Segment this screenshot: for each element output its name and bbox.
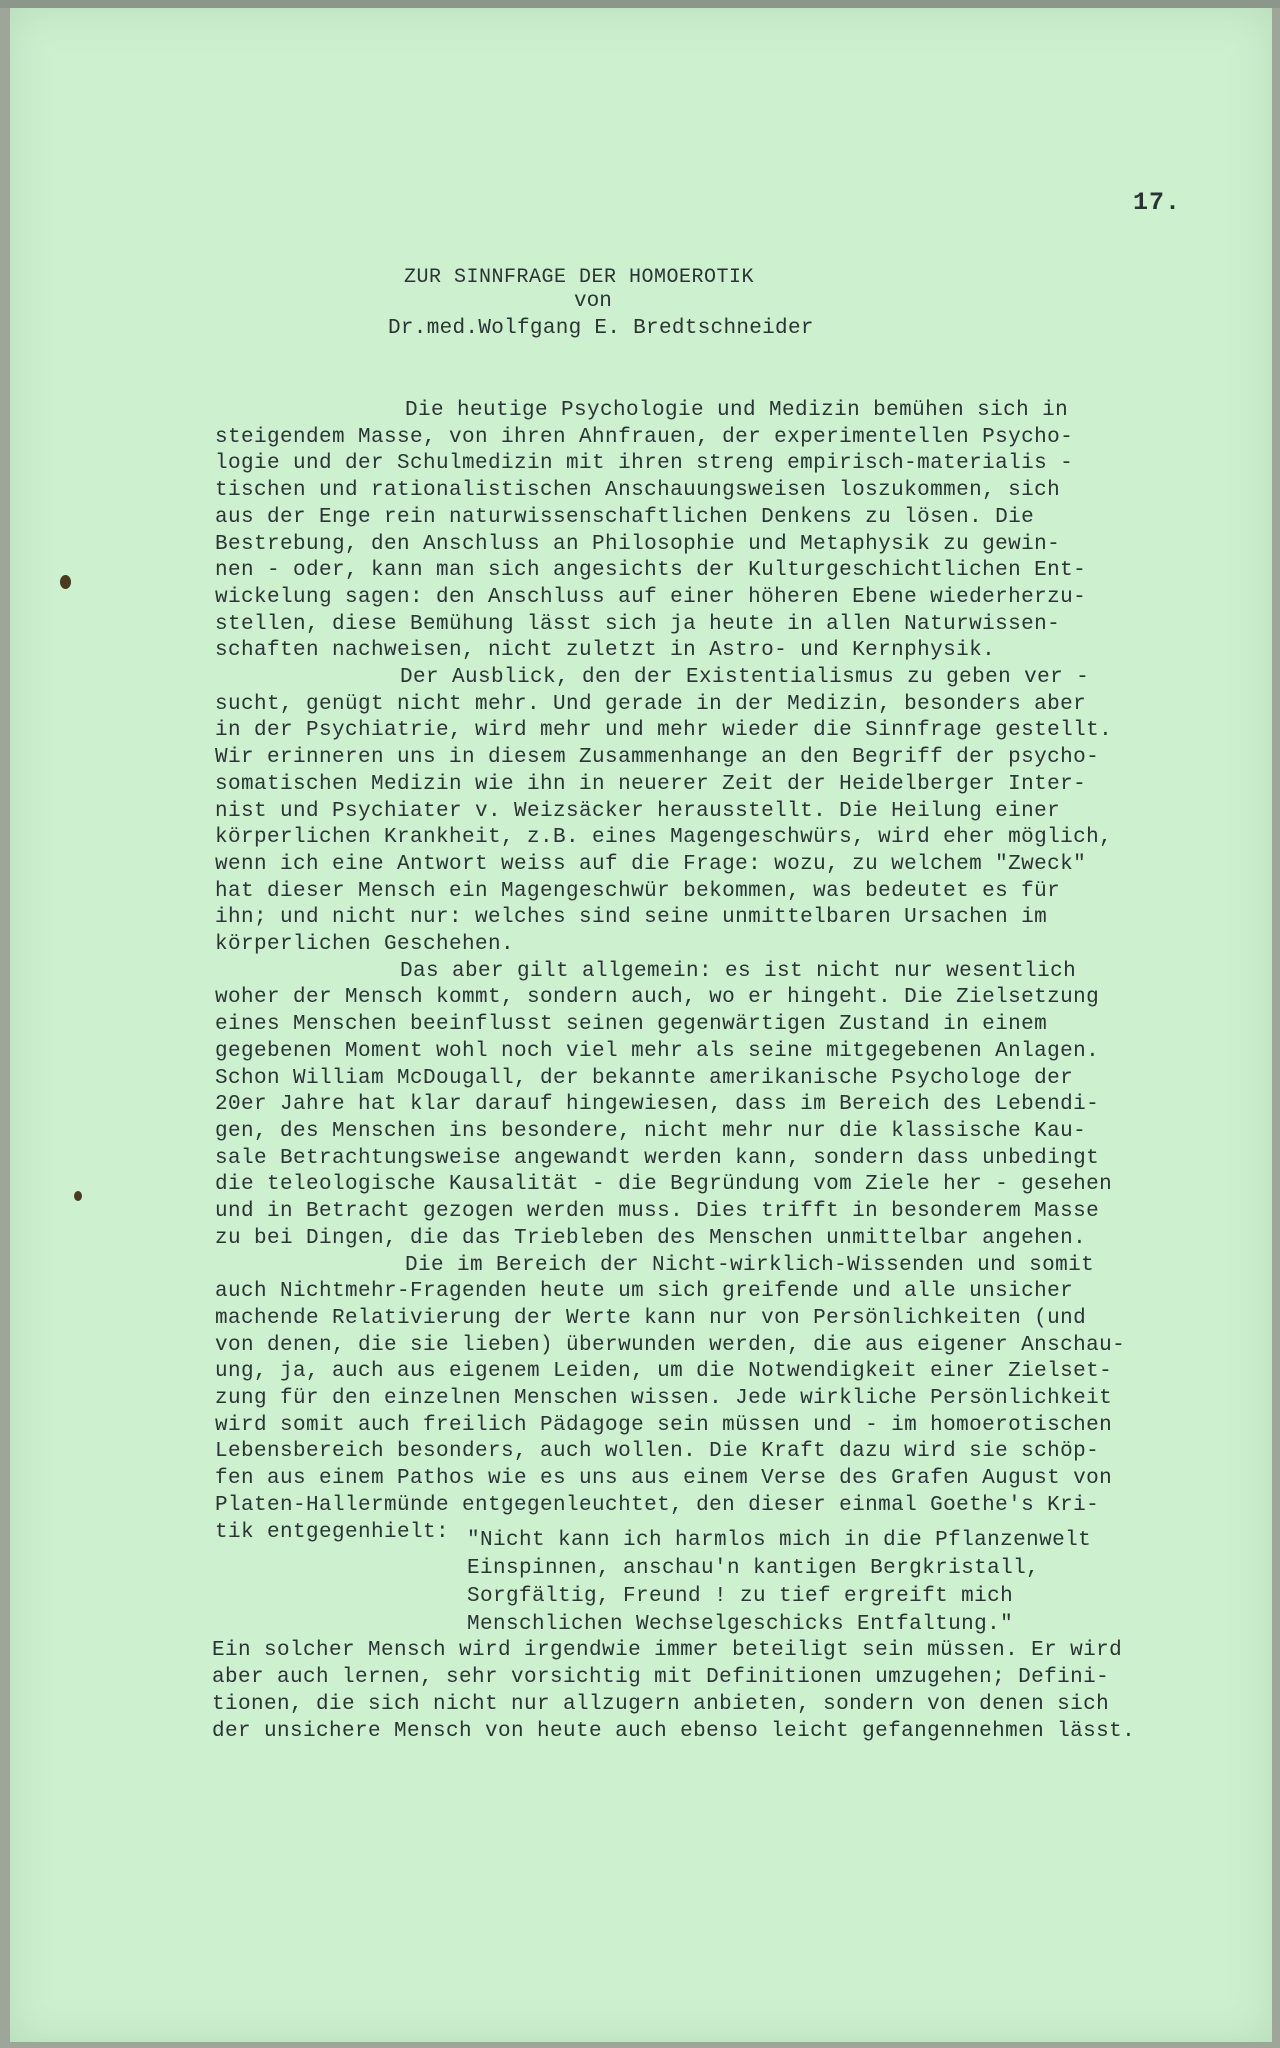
text-line: in der Psychiatrie, wird mehr und mehr wieder die Sinnfrage gestellt. (215, 719, 1113, 743)
text-line: körperlichen Krankheit, z.B. eines Magengeschwürs, wird eher möglich, (215, 826, 1113, 850)
text-line: steigendem Masse, von ihren Ahnfrauen, der experimentellen Psycho- (215, 425, 1074, 449)
text-line: wenn ich eine Antwort weiss auf die Frage: wozu, zu welchem "Zweck" (215, 852, 1087, 876)
text-line: sale Betrachtungsweise angewandt werden kann, sondern dass unbedingt (215, 1146, 1100, 1170)
text-line: fen aus einem Pathos wie es uns aus einem Verse des Grafen August von (215, 1467, 1113, 1491)
scanner-frame-edge (0, 0, 1280, 8)
text-line: Das aber gilt allgemein: es ist nicht nur wesentlich (400, 959, 1077, 983)
text-line: stellen, diese Bemühung lässt sich ja heute in allen Naturwissen- (215, 612, 1061, 636)
quote-line: Einspinnen, anschau'n kantigen Bergkristall, (467, 1557, 1040, 1580)
text-line: eines Menschen beeinflusst seinen gegenwärtigen Zustand in einem (215, 1013, 1048, 1037)
text-line: der unsichere Mensch von heute auch ebenso leicht gefangennehmen lässt. (212, 1720, 1136, 1743)
body-text (215, 398, 1175, 1546)
text-line: Lebensbereich besonders, auch wollen. Die Kraft dazu wird sie schöp- (215, 1440, 1100, 1464)
text-line: Schon William McDougall, der bekannte amerikanische Psychologe der (215, 1066, 1074, 1090)
text-line: gegebenen Moment wohl noch viel mehr als seine mitgegebenen Anlagen. (215, 1039, 1100, 1063)
text-line: Ein solcher Mensch wird irgendwie immer beteiligt sein müssen. Er wird (212, 1639, 1123, 1662)
text-line: ung, ja, auch aus eigenem Leiden, um die Notwendigkeit einer Zielset- (215, 1360, 1113, 1384)
article-title: ZUR SINNFRAGE DER HOMOEROTIK (404, 266, 755, 289)
quote-line: Menschlichen Wechselgeschicks Entfaltung." (467, 1613, 1014, 1636)
article-byline-von: von (574, 290, 612, 313)
text-line: aus der Enge rein naturwissenschaftlichen Denkens zu lösen. Die (215, 505, 1035, 529)
text-line: tik entgegenhielt: (215, 1520, 450, 1544)
text-line: Platen-Hallermünde entgegenleuchtet, den dieser einmal Goethe's Kri- (215, 1493, 1100, 1517)
text-line: zung für den einzelnen Menschen wissen. Jede wirkliche Persönlichkeit (215, 1387, 1113, 1411)
text-line: machende Relativierung der Werte kann nur von Persönlichkeiten (und (215, 1306, 1087, 1330)
text-line: tischen und rationalistischen Anschauungsweisen loszukommen, sich (215, 479, 1061, 503)
poem-quote (467, 1527, 1091, 1639)
text-line: woher der Mensch kommt, sondern auch, wo er hingeht. Die Zielsetzung (215, 986, 1100, 1010)
text-line: nist und Psychiater v. Weizsäcker herausstellt. Die Heilung einer (215, 799, 1061, 823)
text-line: gen, des Menschen ins besondere, nicht mehr nur die klassische Kau- (215, 1119, 1087, 1143)
text-line: wickelung sagen: den Anschluss auf einer höheren Ebene wiederherzu- (215, 585, 1087, 609)
text-line: schaften nachweisen, nicht zuletzt in Astro- und Kernphysik. (215, 639, 996, 663)
text-line: die teleologische Kausalität - die Begründung vom Ziele her - gesehen (215, 1173, 1113, 1197)
text-line: auch Nichtmehr-Fragenden heute um sich greifende und alle unsicher (215, 1280, 1074, 1304)
ink-spot (60, 575, 71, 589)
text-line: nen - oder, kann man sich angesichts der Kulturgeschichtlichen Ent- (215, 559, 1087, 583)
quote-line: Sorgfältig, Freund ! zu tief ergreift mich (467, 1585, 1014, 1608)
text-line: ihn; und nicht nur: welches sind seine unmittelbaren Ursachen im (215, 906, 1048, 930)
article-author: Dr.med.Wolfgang E. Bredtschneider (388, 317, 814, 340)
text-line: von denen, die sie lieben) überwunden werden, die aus eigener Anschau- (215, 1333, 1126, 1357)
text-line: Wir erinneren uns in diesem Zusammenhange an den Begriff der psycho- (215, 746, 1100, 770)
text-line: Bestrebung, den Anschluss an Philosophie und Metaphysik zu gewin- (215, 532, 1061, 556)
text-line: und in Betracht gezogen werden muss. Dies trifft in besonderem Masse (215, 1200, 1100, 1224)
text-line: aber auch lernen, sehr vorsichtig mit Definitionen umzugehen; Defini- (212, 1666, 1110, 1689)
text-line: Die heutige Psychologie und Medizin bemühen sich in (405, 399, 1069, 422)
text-line: hat dieser Mensch ein Magengeschwür bekommen, was bedeutet es für (215, 879, 1061, 903)
text-line: zu bei Dingen, die das Triebleben des Menschen unmittelbar angehen. (215, 1226, 1087, 1250)
text-line: körperlichen Geschehen. (215, 933, 515, 957)
text-line: logie und der Schulmedizin mit ihren streng empirisch-materialis - (215, 452, 1074, 476)
quote-line: "Nicht kann ich harmlos mich in die Pflanzenwelt (467, 1529, 1092, 1552)
page-number: 17. (1133, 188, 1182, 217)
text-line: wird somit auch freilich Pädagoge sein müssen und - im homoerotischen (215, 1413, 1113, 1437)
text-line: somatischen Medizin wie ihn in neuerer Zeit der Heidelberger Inter- (215, 772, 1087, 796)
closing-paragraph (212, 1637, 1192, 1745)
ink-spot (74, 1191, 82, 1201)
text-line: Der Ausblick, den der Existentialismus zu geben ver - (400, 666, 1090, 690)
text-line: Die im Bereich der Nicht-wirklich-Wissenden und somit (405, 1253, 1095, 1277)
text-line: 20er Jahre hat klar darauf hingewiesen, dass im Bereich des Lebendi- (215, 1093, 1100, 1117)
text-line: tionen, die sich nicht nur allzugern anbieten, sondern von denen sich (212, 1693, 1110, 1716)
text-line: sucht, genügt nicht mehr. Und gerade in der Medizin, besonders aber (215, 692, 1087, 716)
